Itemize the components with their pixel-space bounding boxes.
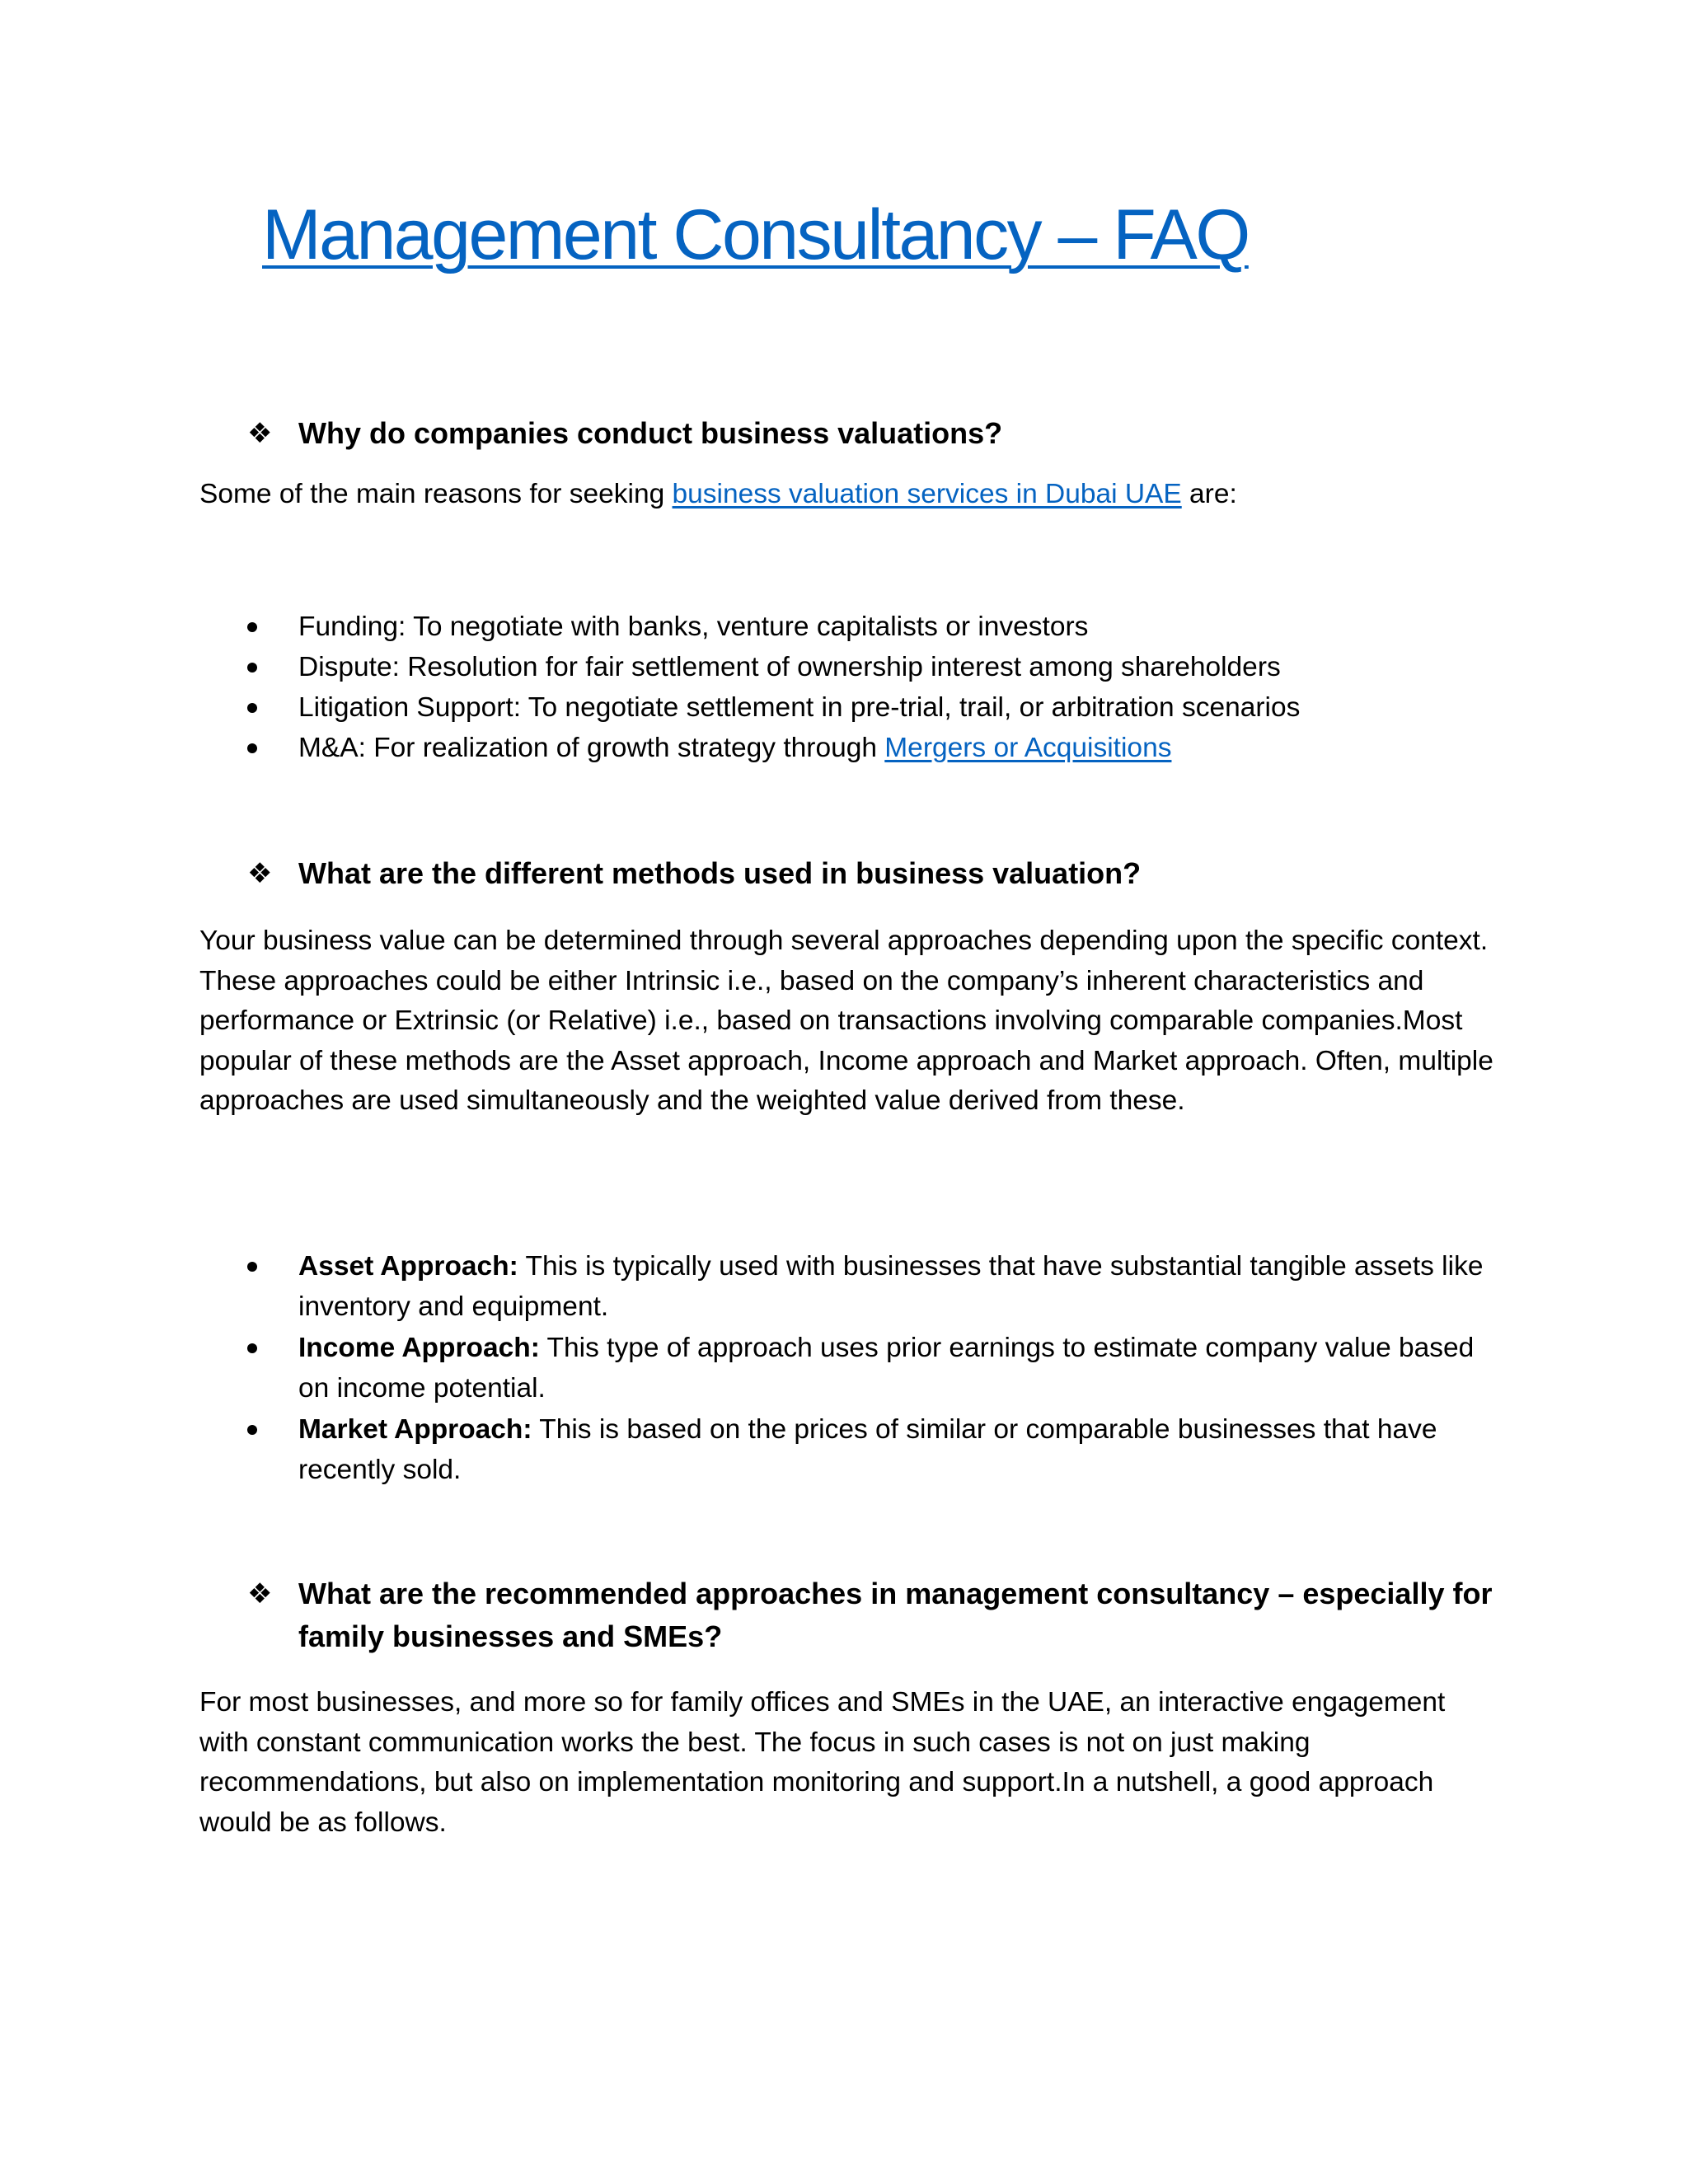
four-diamond-icon: ❖ [247,418,273,449]
bullet-dot-icon [247,622,257,632]
list-item-text: Funding: To negotiate with banks, venture capitalists or investors [298,612,1089,642]
bullet-dot-icon [247,1262,257,1272]
method-label: Asset Approach: [298,1251,518,1282]
methods-list [247,1246,1500,1491]
list-item [247,1246,1500,1327]
faq-question-1 [247,412,1500,455]
four-diamond-icon: ❖ [247,1578,273,1610]
list-item-text: Litigation Support: To negotiate settlement in pre-trial, trail, or arbitration scenarios [298,692,1301,723]
faq-answer-3-paragraph: For most businesses, and more so for family offices and SMEs in the UAE, an interactive engagement with constant communication works the best. The focus in such cases is not on just making recommendations, but also on implementation monitoring and support.In a nutshell, a good approach would be as follows. [199,1687,1446,1838]
list-item [247,687,1500,728]
method-label: Market Approach: [298,1414,532,1445]
list-item [247,1409,1500,1490]
faq-question-3 [247,1572,1500,1658]
method-label: Income Approach: [298,1333,540,1363]
reasons-list [247,607,1500,768]
faq-question-2 [247,852,1500,895]
list-item [247,728,1500,768]
list-item-text: M&A: For realization of growth strategy through [298,733,885,763]
faq-question-1-text: Why do companies conduct business valuations? [298,416,1003,450]
method-text: This is typically used with businesses that have substantial tangible assets like inventory and equipment. [298,1251,1484,1322]
business-valuation-link[interactable]: business valuation services in Dubai UAE [672,479,1182,509]
method-text: This type of approach uses prior earnings to estimate company value based on income potential. [298,1333,1475,1404]
bullet-dot-icon [247,663,257,673]
list-item [247,647,1500,687]
bullet-dot-icon [247,743,257,753]
method-text: This is based on the prices of similar or comparable businesses that have recently sold. [298,1414,1437,1485]
list-item [247,1328,1500,1408]
faq-question-3-text: What are the recommended approaches in management consultancy – especially for family businesses and SMEs? [298,1577,1493,1653]
four-diamond-icon: ❖ [247,858,273,889]
intro-text-before: Some of the main reasons for seeking [199,479,673,509]
bullet-dot-icon [247,1425,257,1435]
bullet-dot-icon [247,703,257,713]
mergers-acquisitions-link[interactable]: Mergers or Acquisitions [884,733,1172,763]
bullet-dot-icon [247,1343,257,1353]
faq-answer-2-paragraph: Your business value can be determined through several approaches depending upon the specific context. These approaches could be either Intrinsic i.e., based on the company’s inherent characteristics and performance or Extrinsic (or Relative) i.e., based on transactions involving comparable companies.Most popular of these methods are the Asset approach, Income approach and Market approach. Often, multiple approaches are used simultaneously and the weighted value derived from these. [199,926,1493,1116]
intro-text-after: are: [1181,479,1237,509]
faq-question-2-text: What are the different methods used in business valuation? [298,856,1142,890]
page-title[interactable]: Management Consultancy – FAQ [262,195,1249,274]
faq-answer-1-intro [199,475,1493,515]
list-item-text: Dispute: Resolution for fair settlement of ownership interest among shareholders [298,652,1281,682]
list-item [247,607,1500,647]
